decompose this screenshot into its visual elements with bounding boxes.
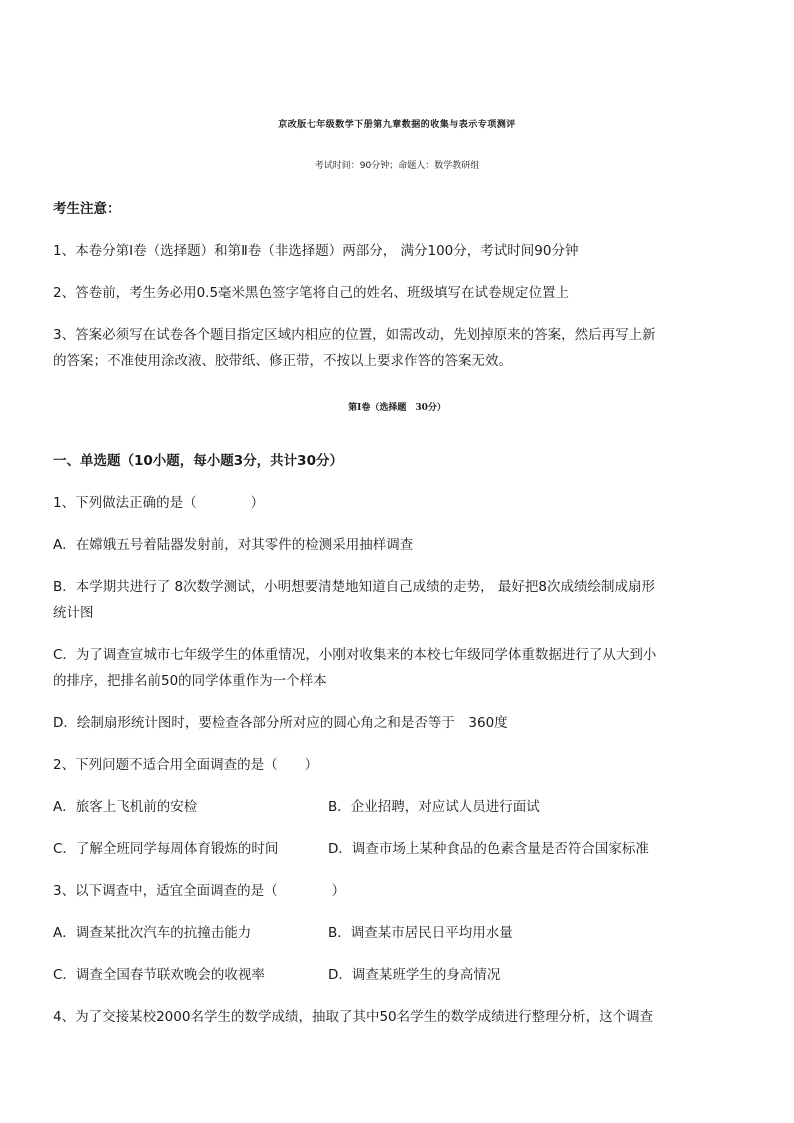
question-1-stem: 1、下列做法正确的是（ ） [53,495,265,511]
section-heading: 一、单选题（10小题，每小题3分，共计30分） [53,453,343,469]
question-3-option-a: A．调查某批次汽车的抗撞击能力 [53,925,252,941]
notice-item-3-line-2: 的答案；不准使用涂改液、胶带纸、修正带，不按以上要求作答的答案无效。 [53,353,512,369]
notice-item-3-line-1: 3、答案必须写在试卷各个题目指定区域内相应的位置，如需改动，先划掉原来的答案，然后再写上新 [53,327,656,343]
part1-title: 第Ⅰ卷（选择题 30分） [348,403,446,413]
question-1-option-a: A．在嫦娥五号着陆器发射前，对其零件的检测采用抽样调查 [53,537,414,553]
question-2-option-b: B．企业招聘，对应试人员进行面试 [328,799,540,815]
exam-title: 京改版七年级数学下册第九章数据的收集与表示专项测评 [278,120,516,130]
question-2-option-d: D．调查市场上某种食品的色素含量是否符合国家标准 [328,841,649,857]
question-1-option-c-line-2: 的排序，把排名前50的同学体重作为一个样本 [53,673,327,689]
question-1-option-b-line-2: 统计图 [53,605,94,621]
question-2-option-c: C．了解全班同学每周体育锻炼的时间 [53,841,279,857]
question-4-stem: 4、为了交接某校2000名学生的数学成绩，抽取了其中50名学生的数学成绩进行整理分析，这个调查 [53,1009,654,1025]
question-1-option-c-line-1: C．为了调查宣城市七年级学生的体重情况，小刚对收集来的本校七年级同学体重数据进行了从大到小 [53,647,657,663]
notice-item-2: 2、答卷前，考生务必用0.5毫米黑色签字笔将自己的姓名、班级填写在试卷规定位置上 [53,285,570,301]
notice-heading: 考生注意： [53,201,121,217]
question-2-stem: 2、下列问题不适合用全面调查的是（ ） [53,757,319,773]
question-2-option-a: A．旅客上飞机前的安检 [53,799,198,815]
notice-item-1: 1、本卷分第Ⅰ卷（选择题）和第Ⅱ卷（非选择题）两部分， 满分100分，考试时间90分钟 [53,243,579,259]
question-3-option-b: B．调查某市居民日平均用水量 [328,925,513,941]
question-3-option-c: C．调查全国春节联欢晚会的收视率 [53,967,265,983]
question-1-option-d: D．绘制扇形统计图时，要检查各部分所对应的圆心角之和是否等于 360度 [53,715,508,731]
question-1-option-b-line-1: B．本学期共进行了 8次数学测试，小明想要清楚地知道自己成绩的走势， 最好把8次成绩绘制成扇形 [53,579,656,595]
question-3-stem: 3、以下调查中，适宜全面调查的是（ ） [53,883,346,899]
question-3-option-d: D．调查某班学生的身高情况 [328,967,501,983]
exam-subtitle: 考试时间：90分钟；命题人：数学教研组 [314,161,480,171]
